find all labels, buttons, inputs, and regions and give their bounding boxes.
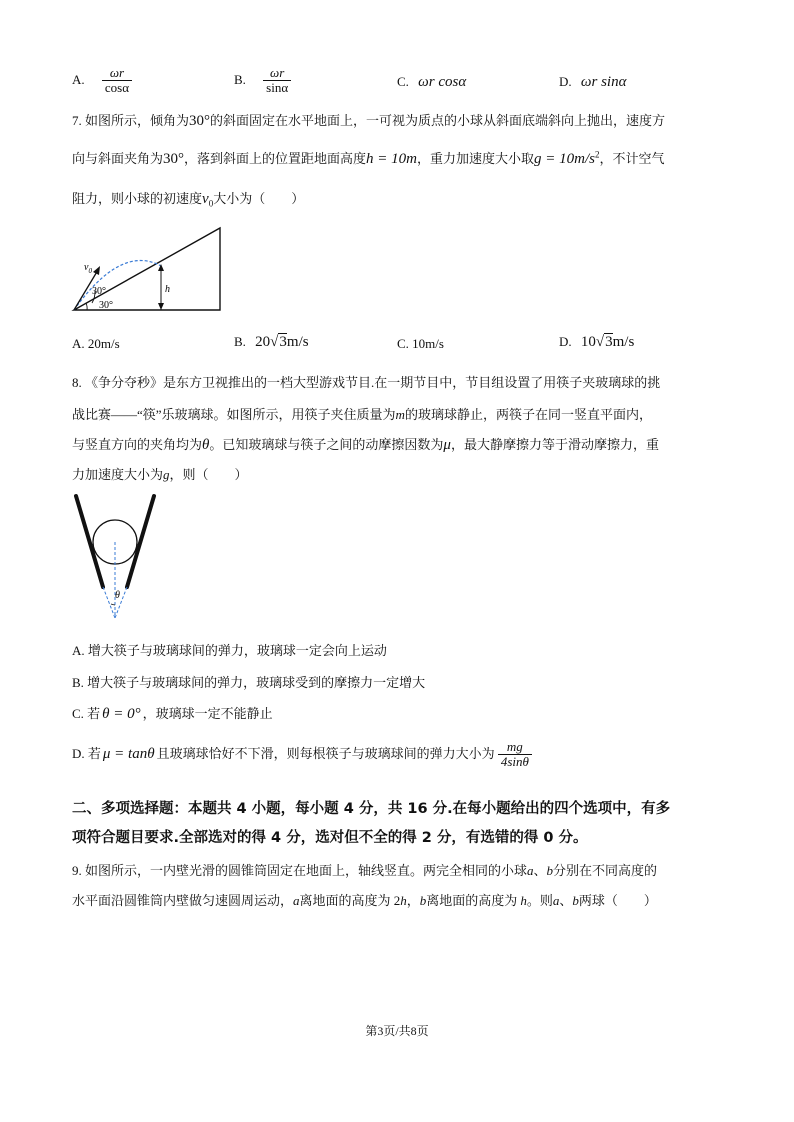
radicand: 3 — [279, 334, 287, 350]
text: 向与斜面夹角为 — [72, 151, 164, 166]
q6-option-a — [72, 66, 132, 96]
incline-triangle — [74, 228, 220, 310]
text: 阻力，则小球的初速度 — [72, 191, 203, 206]
text: ，则（ ） — [169, 467, 248, 482]
coefficient: 20 — [255, 334, 271, 350]
height-arrow-top — [158, 264, 164, 271]
coefficient: 10 — [580, 334, 596, 350]
denominator: 4sinθ — [500, 754, 529, 770]
denominator: sinα — [266, 80, 289, 96]
mu-symbol: μ — [443, 437, 451, 453]
option-label: B. — [234, 334, 246, 349]
page-number: 第3页/共8页 — [365, 1024, 429, 1038]
text: D. 若 — [72, 745, 101, 761]
text: 两球（ ） — [578, 893, 657, 908]
section-2-heading-line-2: 项符合题目要求.全部选对的得 4 分，选对但不全的得 2 分，有选错的得 0 分。 — [72, 830, 588, 846]
text: 。已知玻璃球与筷子之间的动摩擦因数为 — [209, 437, 444, 452]
option-label: D. — [559, 334, 572, 349]
q7-option-c: C. 10m/s — [397, 336, 444, 351]
gravity-symbol: g — [163, 467, 170, 482]
q8-option-d — [72, 740, 532, 770]
text: 7. 如图所示，倾角为 — [72, 113, 190, 128]
v0-label: $v_0$ — [84, 262, 92, 275]
text: 9. 如图所示，一内壁光滑的圆锥筒固定在地面上，轴线竖直。两完全相同的小球 — [72, 863, 528, 878]
q7-option-d — [559, 334, 634, 351]
text: C. 若 — [72, 706, 101, 721]
q9-stem-line-2 — [72, 890, 657, 909]
sqrt-sign: √ — [270, 334, 279, 350]
q7-option-a: A. 20m/s — [72, 336, 120, 351]
text: ，不计空气 — [599, 151, 665, 166]
expression: ωr cosα — [418, 74, 467, 90]
incline-projectile-figure — [66, 224, 226, 316]
q7-option-b — [234, 334, 309, 351]
ball-a: a — [527, 863, 534, 878]
left-extension — [103, 587, 115, 618]
height-symbol: h — [520, 893, 527, 908]
text: 。则 — [526, 893, 553, 908]
angle: 30° — [163, 151, 185, 167]
text: ， — [406, 893, 420, 908]
theta-arc — [111, 604, 115, 605]
sqrt-sign: √ — [595, 334, 605, 350]
unit: m/s — [612, 334, 635, 350]
text: 与竖直方向的夹角均为 — [72, 437, 203, 452]
ball-a: a — [552, 893, 560, 908]
q7-stem-line-2 — [72, 148, 665, 168]
q8-option-b: B. 增大筷子与玻璃球间的弹力，玻璃球受到的摩擦力一定增大 — [72, 675, 426, 690]
text: 的玻璃球静止，两筷子在同一竖直平面内， — [404, 407, 652, 422]
text: 分别在不同高度的 — [553, 863, 658, 878]
q8-stem-line-4 — [72, 464, 248, 483]
angle-label-upper: 30° — [92, 286, 106, 297]
text: ，重力加速度大小取 — [417, 151, 535, 166]
velocity-symbol: v — [202, 191, 209, 207]
text: 水平面沿圆锥筒内壁做匀速圆周运动， — [72, 893, 294, 908]
q6-option-d — [559, 74, 626, 91]
q8-stem-line-1: 8. 《争分夺秒》是东方卫视推出的一档大型游戏节目.在一期节目中，节目组设置了用筷子夹玻璃球的挑 — [72, 375, 661, 390]
angle: 30° — [189, 113, 211, 129]
text: 的斜面固定在水平地面上，一可视为质点的小球从斜面底端斜向上抛出，速度方 — [210, 113, 666, 128]
theta-label: θ — [115, 590, 120, 601]
text: ，落到斜面上的位置距地面高度 — [184, 151, 367, 166]
section-2-heading-line-1: 二、多项选择题：本题共 4 小题，每小题 4 分，共 16 分.在每小题给出的四个选项中，有多 — [72, 801, 671, 817]
text: 、 — [533, 863, 547, 878]
q6-option-c — [397, 74, 466, 91]
expression: ωr sinα — [580, 74, 627, 90]
q6-option-b — [234, 66, 291, 96]
text: 力加速度大小为 — [72, 467, 164, 482]
radicand: 3 — [605, 334, 613, 350]
exponent: 2 — [594, 149, 600, 160]
left-chopstick — [76, 496, 103, 587]
unit: m/s — [286, 334, 309, 350]
equation: μ = tanθ — [102, 745, 155, 762]
text: 且玻璃球恰好不下滑，则每根筷子与玻璃球间的弹力大小为 — [156, 745, 495, 761]
mass-symbol: m — [395, 407, 405, 422]
option-label: B. — [234, 71, 246, 87]
denominator: cosα — [104, 80, 130, 96]
option-label: C. — [397, 74, 409, 89]
option-label: D. — [559, 74, 572, 89]
text: ，玻璃球一定不能静止 — [142, 706, 273, 721]
force-fraction — [498, 740, 532, 770]
equation: θ = 0° — [102, 706, 141, 722]
numerator: ωr — [102, 66, 132, 81]
height-equation: h = 10m — [366, 151, 417, 167]
height-label: h — [165, 284, 170, 295]
text: 、 — [559, 893, 573, 908]
velocity-arrowhead — [93, 266, 100, 275]
ball-a: a — [293, 893, 300, 908]
option-label: A. — [72, 71, 85, 87]
ball-b: b — [419, 893, 427, 908]
numerator: ωr — [263, 66, 291, 81]
gravity-equation: g = 10m/s — [534, 151, 595, 167]
q8-option-c — [72, 703, 273, 723]
right-chopstick — [127, 496, 154, 587]
theta-symbol: θ — [202, 437, 210, 453]
ball-b: b — [546, 863, 554, 878]
q7-stem-line-3 — [72, 188, 304, 209]
fraction — [102, 66, 132, 96]
fraction — [263, 66, 291, 96]
angle-label-lower: 30° — [99, 300, 113, 311]
height-symbol: h — [400, 893, 407, 908]
text: 离地面的高度为 — [426, 893, 518, 908]
text: 离地面的高度为 2 — [299, 893, 401, 908]
q9-stem-line-1 — [72, 860, 657, 879]
angle-arc-inner — [86, 303, 87, 310]
q8-stem-line-3 — [72, 434, 659, 454]
ball-b: b — [572, 893, 579, 908]
q8-option-a: A. 增大筷子与玻璃球间的弹力，玻璃球一定会向上运动 — [72, 643, 387, 658]
height-arrow-bottom — [158, 303, 164, 310]
text: 大小为（ ） — [213, 191, 305, 206]
q7-stem-line-1 — [72, 110, 665, 130]
text: ，最大静摩擦力等于滑动摩擦力，重 — [450, 437, 659, 452]
text: 战比赛——“筷”乐玻璃球。如图所示，用筷子夹住质量为 — [72, 407, 396, 422]
subscript: 0 — [208, 198, 214, 209]
chopsticks-ball-figure — [70, 492, 160, 622]
q8-stem-line-2 — [72, 404, 652, 423]
numerator: mg — [498, 740, 532, 755]
